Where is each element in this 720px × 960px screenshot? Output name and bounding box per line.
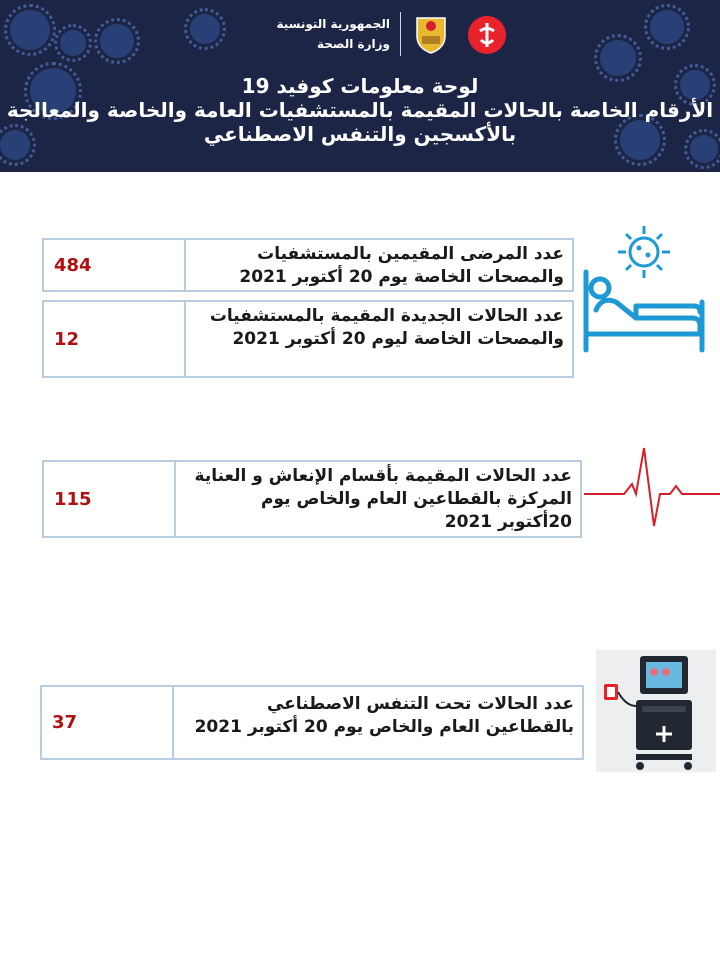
virus-decoration — [100, 24, 134, 58]
virus-decoration — [60, 30, 86, 56]
stat-value: 484 — [44, 240, 186, 290]
hospital-bed-icon — [582, 222, 708, 354]
ventilator-icon — [596, 650, 716, 772]
tunisia-emblem-icon — [414, 12, 448, 54]
title-line-3: بالأكسجين والتنفس الاصطناعي — [203, 122, 517, 146]
stat-value: 12 — [44, 302, 186, 376]
stat-row-hospitalized — [42, 238, 574, 292]
heartbeat-line-icon — [584, 444, 720, 528]
medical-logo-icon — [468, 16, 506, 54]
logo-divider — [400, 12, 401, 56]
stat-value: 115 — [44, 462, 176, 536]
virus-decoration — [190, 14, 220, 44]
ministry-wordmark — [276, 14, 390, 54]
virus-decoration — [650, 10, 684, 44]
title-line-1: لوحة معلومات كوفيد 19 — [241, 74, 479, 98]
stat-label: عدد الحالات المقيمة بأقسام الإنعاش و العناية المركزة بالقطاعين العام والخاص يوم 20أكتوبر 2021 — [194, 466, 572, 532]
page-title — [0, 74, 720, 146]
stat-row-new-cases — [42, 300, 574, 378]
republic-name: الجمهورية التونسية — [276, 17, 390, 31]
stat-label: عدد الحالات تحت التنفس الاصطناعي بالقطاعين العام والخاص يوم 20 أكتوبر 2021 — [194, 694, 574, 737]
title-line-2: الأرقام الخاصة بالحالات المقيمة بالمستشفيات العامة والخاصة والمعالجة — [6, 98, 714, 122]
header-banner — [0, 0, 720, 172]
virus-decoration — [10, 10, 50, 50]
virus-decoration — [600, 40, 636, 76]
stat-row-icu — [42, 460, 582, 538]
stat-row-ventilation — [40, 685, 584, 760]
stat-label: عدد الحالات الجديدة المقيمة بالمستشفيات والمصحات الخاصة ليوم 20 أكتوبر 2021 — [209, 306, 564, 349]
stat-label: عدد المرضى المقيمين بالمستشفيات والمصحات الخاصة يوم 20 أكتوبر 2021 — [239, 244, 564, 287]
ministry-name: وزارة الصحة — [316, 37, 390, 51]
stat-value: 37 — [42, 687, 174, 758]
